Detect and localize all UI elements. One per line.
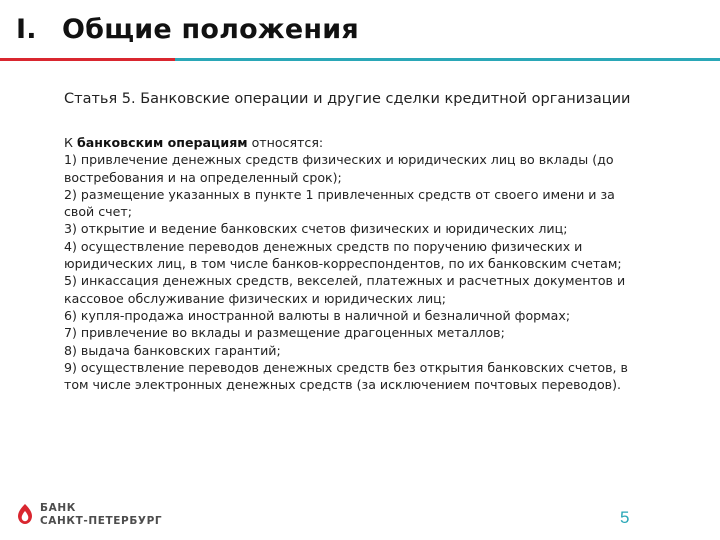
list-line: 5) инкассация денежных средств, векселей, платежных и расчетных документов и: [64, 273, 626, 289]
list-line: юридических лиц, в том числе банков-корреспондентов, по их банковским счетам;: [64, 256, 622, 272]
list-line: кассовое обслуживание физических и юридических лиц;: [64, 290, 446, 306]
list-line: 8) выдача банковских гарантий;: [64, 342, 281, 358]
divider-red-segment: [0, 58, 175, 61]
list-line: 4) осуществление переводов денежных средств по поручению физических и: [64, 238, 583, 254]
list-line: 3) открытие и ведение банковских счетов физических и юридических лиц;: [64, 221, 568, 237]
logo-line1: БАНК: [40, 502, 76, 514]
article-subtitle: Статья 5. Банковские операции и другие сделки кредитной организации: [64, 91, 631, 107]
list-line: том числе электронных денежных средств (за исключением почтовых переводов).: [64, 377, 621, 393]
bank-logo: [16, 500, 163, 530]
page-number: 5: [620, 508, 630, 527]
list-line: востребования и на определенный срок);: [64, 169, 342, 185]
list-line: 6) купля-продажа иностранной валюты в наличной и безналичной формах;: [64, 307, 571, 323]
intro-bold: банковским операциям: [76, 135, 248, 150]
intro-prefix: К: [64, 135, 77, 150]
intro-line: [64, 134, 654, 151]
title-text: Общие положения: [62, 14, 359, 45]
logo-line2: САНКТ-ПЕТЕРБУРГ: [40, 515, 163, 527]
slide-title: [16, 14, 359, 45]
intro-suffix: относятся:: [247, 135, 324, 150]
list-line: 7) привлечение во вклады и размещение драгоценных металлов;: [64, 325, 505, 341]
list-line: 2) размещение указанных в пункте 1 привлеченных средств от своего имени и за: [64, 186, 615, 202]
divider-teal-segment: [175, 58, 720, 61]
title-divider: [0, 58, 720, 61]
bank-logo-icon: [16, 503, 34, 525]
section-number: I.: [16, 14, 37, 45]
operations-list: [64, 134, 654, 393]
list-line: 9) осуществление переводов денежных средств без открытия банковских счетов, в: [64, 359, 628, 375]
list-line: свой счет;: [64, 204, 132, 220]
list-line: 1) привлечение денежных средств физических и юридических лиц во вклады (до: [64, 152, 614, 168]
